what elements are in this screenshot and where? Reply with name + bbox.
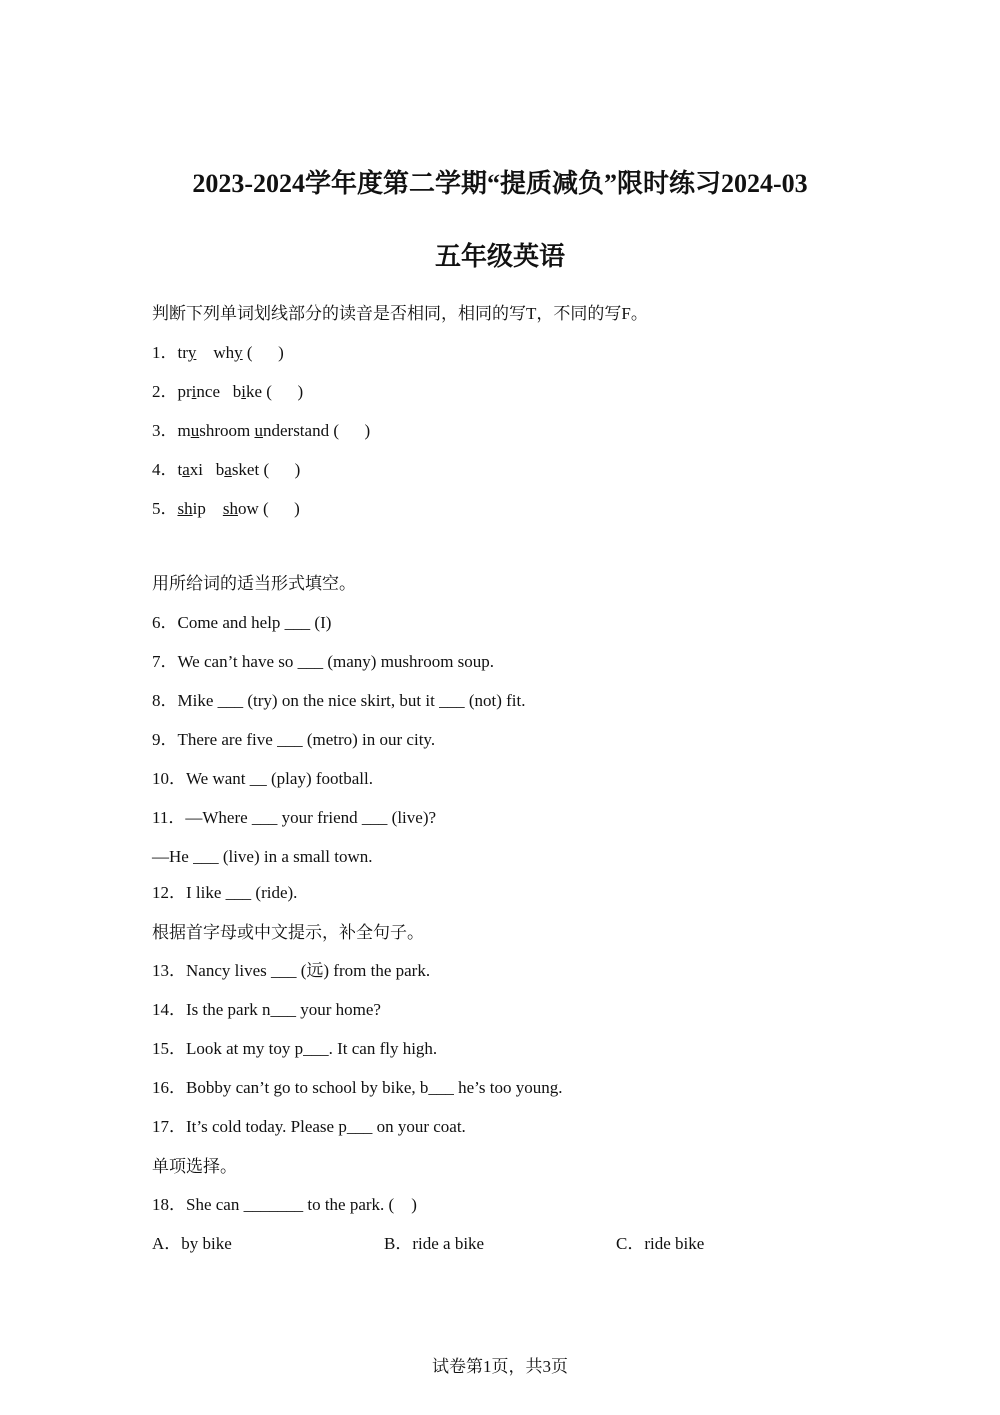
question-9: 9．There are five ___ (metro) in our city. — [152, 730, 436, 749]
question-7: 7．We can’t have so ___ (many) mushroom soup. — [152, 652, 495, 671]
section4-instruction: 单项选择。 — [152, 1157, 237, 1176]
question-13: 13．Nancy lives ___ (远) from the park. — [152, 961, 431, 980]
option-b: B．ride a bike — [384, 1234, 485, 1253]
section2-instruction: 用所给词的适当形式填空。 — [152, 574, 356, 593]
question-2: 2．prince bike ( ) — [152, 382, 304, 401]
question-4: 4．taxi basket ( ) — [152, 460, 301, 479]
question-1: 1．try why ( ) — [152, 343, 284, 362]
page-footer: 试卷第1页，共3页 — [432, 1357, 568, 1376]
page-subtitle: 五年级英语 — [434, 242, 565, 271]
question-14: 14．Is the park n___ your home? — [152, 1000, 381, 1019]
question-17: 17．It’s cold today. Please p___ on your coat. — [152, 1117, 466, 1136]
question-10: 10．We want __ (play) football. — [152, 769, 373, 788]
question-12: 12．I like ___ (ride). — [152, 883, 298, 902]
question-6: 6．Come and help ___ (I) — [152, 613, 332, 632]
question-16: 16．Bobby can’t go to school by bike, b___ he’s too young. — [152, 1078, 563, 1097]
page-title: 2023-2024学年度第二学期“提质减负”限时练习2024-03 — [192, 169, 808, 198]
question-3: 3．mushroom understand ( ) — [152, 421, 371, 440]
question-11: 11．—Where ___ your friend ___ (live)? — [152, 808, 437, 827]
question-8: 8．Mike ___ (try) on the nice skirt, but it ___ (not) fit. — [152, 691, 526, 710]
question-5: 5．ship show ( ) — [152, 499, 300, 518]
section1-instruction: 判断下列单词划线部分的读音是否相同，相同的写T，不同的写F。 — [152, 304, 648, 323]
option-a: A．by bike — [152, 1234, 232, 1253]
section3-instruction: 根据首字母或中文提示，补全句子。 — [152, 923, 424, 942]
option-c: C．ride bike — [616, 1234, 705, 1253]
question-18: 18．She can _______ to the park. ( ) — [152, 1195, 417, 1214]
question-11-answer-line: —He ___ (live) in a small town. — [152, 847, 373, 866]
question-15: 15．Look at my toy p___. It can fly high. — [152, 1039, 438, 1058]
